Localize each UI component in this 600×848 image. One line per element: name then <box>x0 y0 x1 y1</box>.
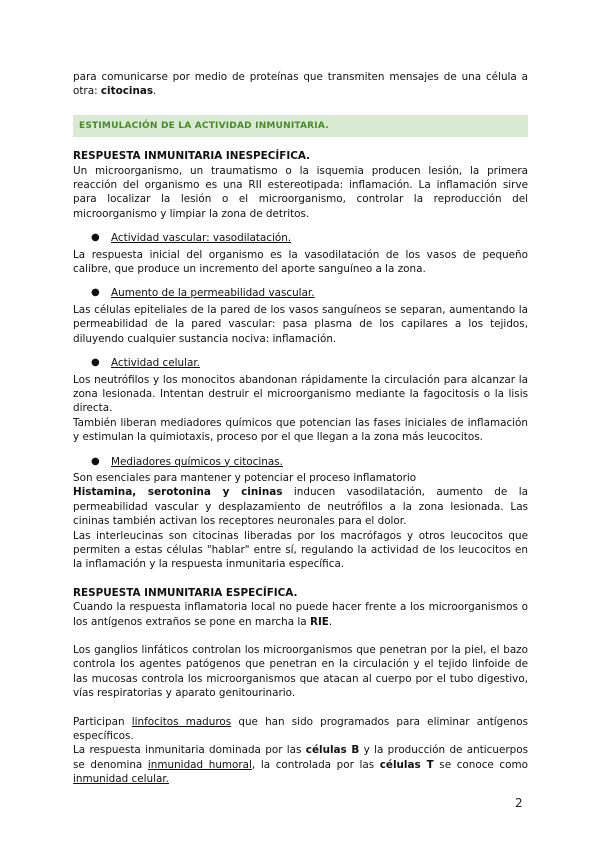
bullet-title: Aumento de la permeabilidad vascular. <box>111 287 315 300</box>
intro-paragraph <box>73 70 528 99</box>
paragraph-inmunidad <box>73 743 528 786</box>
intro-text: para comunicarse por medio de proteínas que transmiten mensajes de una célula a otra: <box>73 71 528 98</box>
bullet-title: Actividad celular. <box>111 357 200 370</box>
bold-rie: RIE <box>309 615 329 628</box>
paragraph-interleucinas: Las interleucinas son citocinas liberadas por los macrófagos y otros leucocitos que permiten a estas células "hablar" entre sí, regulando la actividad de los leucocitos en la inflamación y la respuesta inmunitaria específica. <box>73 529 528 571</box>
bullet-title: Mediadores químicos y citocinas. <box>111 455 283 468</box>
bullet-permeabilidad <box>91 286 528 300</box>
paragraph-actividad-celular-2: También liberan mediadores químicos que potencian las fases iniciales de inflamación y estimulan la quimiotaxis, proceso por el que llegan a la zona más leucocitos. <box>73 416 528 444</box>
linfo-end: que han sido programados para eliminar antígenos específicos. <box>73 715 528 743</box>
intro-bold-term: citocinas <box>100 85 154 98</box>
bold-histamina: Histamina, serotonina y cininas <box>73 486 283 499</box>
linfo-pre: Participan <box>73 715 132 728</box>
bullet-marker: ● <box>91 357 100 369</box>
especifica-text: Cuando la respuesta inflamatoria local no puede hacer frente a los microorganismos o los antígenos extraños se pone en marcha la <box>73 601 528 628</box>
page-content <box>73 70 528 787</box>
page-number: 2 <box>515 796 523 810</box>
paragraph-mediadores: Son esenciales para mantener y potenciar el proceso inflamatorio <box>73 471 417 484</box>
paragraph-histamina <box>73 485 528 528</box>
underline-celular: inmunidad celular. <box>73 773 169 786</box>
bullet-actividad-celular <box>91 356 528 370</box>
histamina-text: inducen vasodilatación, aumento de la permeabilidad vascular y desplazamiento de neutrófilos a la zona lesionada. Las cininas también activan los receptores neuronales para el dolor. <box>73 486 528 528</box>
resp-1: La respuesta inmunitaria dominada por las <box>73 744 306 757</box>
underline-linfocitos: linfocitos maduros <box>131 715 232 728</box>
especifica-end: . <box>328 615 333 628</box>
section-title-bar: ESTIMULACIÓN DE LA ACTIVIDAD INMUNITARIA. <box>73 115 528 137</box>
paragraph-actividad-celular: Los neutrófilos y los monocitos abandonan rápidamente la circulación para alcanzar la zona lesionada. Intentan destruir el microorganismo mediante la fagocitosis o la lisis directa. <box>73 373 528 415</box>
paragraph-especifica <box>73 600 528 629</box>
bullet-vasodilatacion <box>91 231 528 245</box>
paragraph-vasodilatacion: La respuesta inicial del organismo es la vasodilatación de los vasos de pequeño calibre, que produce un incremento del aporte sanguíneo a la zona. <box>73 248 528 276</box>
resp-2: y la producción de anticuerpos se denomina <box>73 744 529 771</box>
bullet-mediadores <box>91 455 528 469</box>
bullet-marker: ● <box>91 455 100 467</box>
bold-celulas-t: células T <box>379 758 434 771</box>
heading-inespecifica: RESPUESTA INMUNITARIA INESPECÍFICA. <box>73 150 311 163</box>
bold-celulas-b: células B <box>305 744 360 757</box>
bullet-marker: ● <box>91 287 100 299</box>
underline-humoral: inmunidad humoral <box>147 758 252 771</box>
bullet-marker: ● <box>91 232 100 244</box>
bullet-title: Actividad vascular: vasodilatación. <box>111 232 292 245</box>
paragraph-linfocitos <box>73 715 528 744</box>
resp-4: se conoce como <box>433 758 528 771</box>
paragraph-inespecifica: Un microorganismo, un traumatismo o la isquemia producen lesión, la primera reacción del organismo es una RII estereotipada: inflamación. La inflamación sirve para localizar la lesión o el microorganismo, controlar la reproducción del microorganismo y limpiar la zona de detritos. <box>73 164 528 220</box>
paragraph-ganglios: Los ganglios linfáticos controlan los microorganismos que penetran por la piel, el bazo controla los agentes patógenos que penetran en la circulación y el tejido linfoide de las mucosas controla los microorganismos que atacan al cuerpo por el tubo digestivo, vías respiratorias y aparato genitourinario. <box>73 644 528 700</box>
intro-end: . <box>153 85 157 98</box>
heading-especifica: RESPUESTA INMUNITARIA ESPECÍFICA. <box>73 586 298 599</box>
resp-3: , la controlada por las <box>251 758 380 771</box>
paragraph-permeabilidad: Las células epiteliales de la pared de los vasos sanguíneos se separan, aumentando la permeabilidad de la pared vascular: pasa plasma de los capilares a los tejidos, diluyendo cualquier sustancia nociva: inflamación. <box>73 303 528 345</box>
